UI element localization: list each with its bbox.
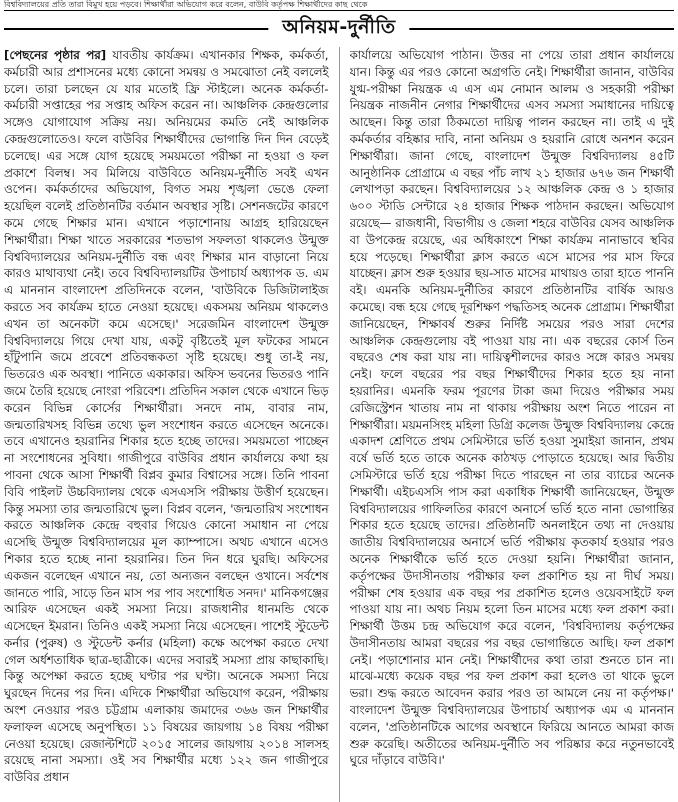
section-header	[4, 13, 674, 43]
article-body	[4, 47, 674, 802]
section-title: অনিয়ম-দুর্নীতি	[268, 14, 409, 40]
continuation-label: [পেছনের পৃষ্ঠার পর]	[4, 48, 107, 62]
column-right	[350, 47, 675, 802]
column-divider	[339, 47, 340, 802]
column-right-text: কার্যালয়ে অভিযোগ পাঠান। উত্তর না পেয়ে তারা প্রধান কার্যালয়ে যান। কিন্তু এর পরও কোনো অগ্রগতি নেই। শিক্ষার্থীরা জানান, বাউবির যুগ্ম-পরীক্ষা নিয়ন্ত্রক এ এস এম নোমান আলম ও সহকারী পরীক্ষা নিয়ন্ত্রক নাজনীন নেগার শিক্ষার্থীদের এসব সমস্যা সমাধানের দায়িত্বে আছেন। কিন্তু তারা ঠিকমতো দায়িত্ব পালন করছেন না। তাই এ দুই কর্মকর্তার বহিষ্কার দাবি, নানা অনিয়ম ও হয়রানি রোধে অনশন করেন শিক্ষার্থীরা। জানা গেছে, বাংলাদেশ উন্মুক্ত বিশ্ববিদ্যালয় ৪৫টি আনুষ্ঠানিক প্রোগ্রামে এ বছর পাঁচ লাখ ২১ হাজার ৬৭৬ জন শিক্ষার্থী লেখাপড়া করছেন। বিশ্ববিদ্যালয়ের ১২ আঞ্চলিক কেন্দ্র ও ১ হাজার ৬০০ স্টাডি সেন্টারে ২৪ হাজার শিক্ষক পাঠদান করছেন। অভিযোগ রয়েছে— রাজধানী, বিভাগীয় ও জেলা শহরে বাউবির যেসব আঞ্চলিক বা উপকেন্দ্র রয়েছে, এর অধিকাংশে শিক্ষা কার্যক্রম নানাভাবে স্থবির হয়ে পড়েছে। শিক্ষার্থীরা ক্লাস করতে এসে মাসের পর মাস ফিরে যাচ্ছেন। ক্লাস শুরু হওয়ার ছয়-সাত মাসের মাথায়ও তারা হাতে পাননি বই। এমনকি অনিয়ম-দুর্নীতির কারণে প্রতিষ্ঠানটির বার্ষিক আয়ও কমেছে। বন্ধ হয়ে গেছে দূরশিক্ষণ পদ্ধতিসহ অনেক প্রোগ্রাম। শিক্ষার্থীরা জানিয়েছেন, শিক্ষাবর্ষ শুরুর নির্দিষ্ট সময়ের পরও সারা দেশের আঞ্চলিক কেন্দ্রগুলোয় বই পাওয়া যায় না। এক বছরের কোর্স তিন বছরেও শেষ করা যায় না। দায়িত্বশীলদের কারও সঙ্গে কারও সমন্বয় নেই। ফলে বছরের পর বছর শিক্ষার্থীদের শিকার হতে হয় নানা হয়রানির। এমনকি ফরম পূরণের টাকা জমা দিয়েও পরীক্ষার সময় রেজিস্ট্রেশন খাতায় নাম না থাকায় পরীক্ষায় অংশ নিতে পারেন না শিক্ষার্থীরা। ময়মনসিংহ মহিলা ডিগ্রি কলেজ উন্মুক্ত বিশ্ববিদ্যালয় কেন্দ্রে একাদশ শ্রেণিতে প্রথম সেমিস্টারে ভর্তি হওয়া সুমাইয়া জানান, প্রথম বর্ষে ভর্তি হতে তাকে অনেক কাঠখড় পোড়াতে হয়েছে। আর দ্বিতীয় সেমিস্টারে ভর্তি হয়ে পরীক্ষা দিতে পারছেন না তার ব্যাচের অনেক শিক্ষার্থী। এইচএসসি পাস করা একাধিক শিক্ষার্থী জানিয়েছেন, উন্মুক্ত বিশ্ববিদ্যালয়ের গাফিলতির কারণে অনার্সে ভর্তি হতে নানা ভোগান্তির শিকার হতে হয়েছে তাদের। প্রতিষ্ঠানটি অনলাইনে তথ্য না দেওয়ায় জাতীয় বিশ্ববিদ্যালয়ের অনার্সে ভর্তি পরীক্ষায় কৃতকার্য হওয়ার পরও অনেক শিক্ষার্থীকে ভর্তি হতে দেওয়া হয়নি। শিক্ষার্থীরা জানান, কর্তৃপক্ষের উদাসীনতায় পরীক্ষার ফল প্রকাশিত হয় না দীর্ঘ সময়। পরীক্ষা শেষ হওয়ার এক বছর পর প্রকাশিত হলেও ওয়েবসাইটে ফল পাওয়া যায় না। অথচ নিয়ম হলো তিন মাসের মধ্যে ফল প্রকাশ করা। শিক্ষার্থী উত্তম চন্দ্র অভিযোগ করে বলেন, 'বিশ্ববিদ্যালয় কর্তৃপক্ষের উদাসীনতায় আমরা বছরের পর বছর ভোগান্তিতে আছি। ফল প্রকাশ নেই। পড়াশোনার মান নেই। শিক্ষার্থীদের কথা তারা শুনতে চান না। মাঝে-মধ্যে কয়েক বছর পর ফল প্রকাশ করা হলেও তা থাকে ভুলে ভরা। শুদ্ধ করতে আবেদন করার পরও তা আমলে নেয় না কর্তৃপক্ষ।' বাংলাদেশ উন্মুক্ত বিশ্ববিদ্যালয়ের উপাচার্য অধ্যাপক এম এ মাননান বলেন, 'প্রতিষ্ঠানটিকে আগের অবস্থানে ফিরিয়ে আনতে আমরা কাজ শুরু করেছি। অতীতের অনিয়ম-দুর্নীতি সব পরিষ্কার করে নতুনভাবেই ঘুরে দাঁড়াবে বাউবি।'	[349, 48, 674, 768]
column-left	[4, 47, 329, 802]
paragraph-left	[4, 47, 329, 786]
top-cut-line: বিশ্ববিদ্যালয়ের প্রতি তারা বিমুখ হয়ে পড়বে। শিক্ষার্থীরা অভিযোগ করে বলেন, বাউবি কর্তৃপক্ষ শিক্ষার্থীদের কাছ থেকে	[4, 0, 674, 11]
column-left-text: যাবতীয় কার্যক্রম। এখানকার শিক্ষক, কর্মকর্তা, কর্মচারী আর প্রশাসনের মধ্যে কোনো সমন্বয় ও সমঝোতা নেই বললেই চলে। তারা চলছেন যে যার মতোই ফ্রি স্টাইলে। অনেক কর্মকর্তা-কর্মচারী সপ্তাহের পর সপ্তাহ অফিস করেন না। আঞ্চলিক কেন্দ্রগুলোর সঙ্গেও যোগাযোগ সক্রিয় নয়। অনিয়মের কমতি নেই আঞ্চলিক কেন্দ্রগুলোতেও। ফলে বাউবির শিক্ষার্থীদের ভোগান্তি দিন দিন বেড়েই চলেছে। এর সঙ্গে যোগ হয়েছে সময়মতো পরীক্ষা না হওয়া ও ফল প্রকাশে বিলম্ব। সব মিলিয়ে বাউবিতে অনিয়ম-দুর্নীতি সবই এখন ওপেন। কর্মকর্তাদের অভিযোগ, বিগত সময় শৃঙ্খলা ভেঙে ফেলা হয়েছিল বলেই প্রতিষ্ঠানটির বর্তমান অবস্থার সৃষ্টি। সেশনজটের কারণে কমে গেছে শিক্ষার মান। এখানে পড়াশোনায় আগ্রহ হারিয়েছেন শিক্ষার্থীরা। শিক্ষা খাতে সরকারের শতভাগ সফলতা থাকলেও উন্মুক্ত বিশ্ববিদ্যালয়ের অনিয়ম-দুর্নীতি বন্ধ এবং শিক্ষার মান বাড়ানো নিয়ে কারও মাথাব্যথা নেই। তবে বিশ্ববিদ্যালয়টির উপাচার্য অধ্যাপক ড. এম এ মাননান বাংলাদেশ প্রতিদিনকে বলেন, 'বাউবিকে ডিজিটালাইজ করতে সব কার্যক্রম হাতে নেওয়া হয়েছে। একসময় অনিয়ম থাকলেও এখন তা অনেকটা কমে এসেছে।' সরেজমিন বাংলাদেশ উন্মুক্ত বিশ্ববিদ্যালয়ে গিয়ে দেখা যায়, একটু বৃষ্টিতেই মূল ফটকের সামনে হাঁটুপানি জমে প্রবেশে প্রতিবন্ধকতা সৃষ্টি হয়েছে। শুধু তা-ই নয়, ভিতরেও এক অবস্থা। পানিতে একাকার। অফিস ভবনের ভিতরও পানি জমে তৈরি হয়েছে নোংরা পরিবেশ। প্রতিদিন সকাল থেকে এখানে ভিড় করেন বিভিন্ন কোর্সের শিক্ষার্থীরা। সনদে নাম, বাবার নাম, জন্মতারিখসহ বিভিন্ন তথ্যে ভুল সংশোধন করতে এসেছেন অনেকে। তবে এখানেও হয়রানির শিকার হতে হচ্ছে তাদের। সময়মতো পাচ্ছেন না সংশোধনের সুবিধা। গাজীপুরে বাউবির প্রধান কার্যালয়ে কথা হয় পাবনা থেকে আসা শিক্ষার্থী বিপ্লব কুমার বিশ্বাসের সঙ্গে। তিনি পাবনা বিবি পাইলট উচ্চবিদ্যালয় থেকে এসএসসি পরীক্ষায় উত্তীর্ণ হয়েছেন। কিন্তু সমস্যা তার জন্মতারিখে ভুল। বিপ্লব বলেন, 'জন্মতারিখ সংশোধন করতে আঞ্চলিক কেন্দ্রে বহুবার গিয়েও কোনো সমাধান না পেয়ে এসেছি উন্মুক্ত বিশ্ববিদ্যালয়ের মূল ক্যাম্পাসে। অথচ এখানে এসেও শিকার হতে হচ্ছে নানা হয়রানির। তিন দিন ধরে ঘুরছি। অফিসের একজন বলেছেন এখানে নয়, তো অন্যজন বলছেন ওখানে। সর্বশেষ জানতে পারি, সাড়ে তিন মাস পর পাব সংশোধিত সনদ।' মানিকগঞ্জের আরিফ এসেছেন একই সমস্যা নিয়ে। রাজধানীর ধানমন্ডি থেকে এসেছেন ইমরান। তিনিও একই সমস্যা নিয়ে এসেছেন। পাশেই স্টুডেন্ট কর্নার (পুরুষ) ও স্টুডেন্ট কর্নার (মহিলা) কক্ষে অপেক্ষা করতে দেখা গেল অর্ধশতাধিক ছাত্র-ছাত্রীকে। এদের সবারই সমস্যা প্রায় কাছাকাছি। কিন্তু অপেক্ষা করতে হচ্ছে ঘণ্টার পর ঘণ্টা। অনেকে সমস্যা নিয়ে ঘুরছেন দিনের পর দিন। এদিকে শিক্ষার্থীরা অভিযোগ করেন, পরীক্ষায় অংশ নেওয়ার পরও চট্টগ্রাম এলাকায় জমাদের ৩৬৬ জন শিক্ষার্থীর ফলাফল এসেছে অনুপস্থিত। ১১ বিষয়ের জায়গায় ১৪ বিষয় পরীক্ষা নেওয়া হয়েছে। রেজাল্টশিটে ২০১৫ সালের জায়গায় ২০১৪ সালসহ রয়েছে নানা সমস্যা। ওই সব শিক্ষার্থীর মধ্যে ১২২ জন গাজীপুরে বাউবির প্রধান	[4, 48, 329, 785]
